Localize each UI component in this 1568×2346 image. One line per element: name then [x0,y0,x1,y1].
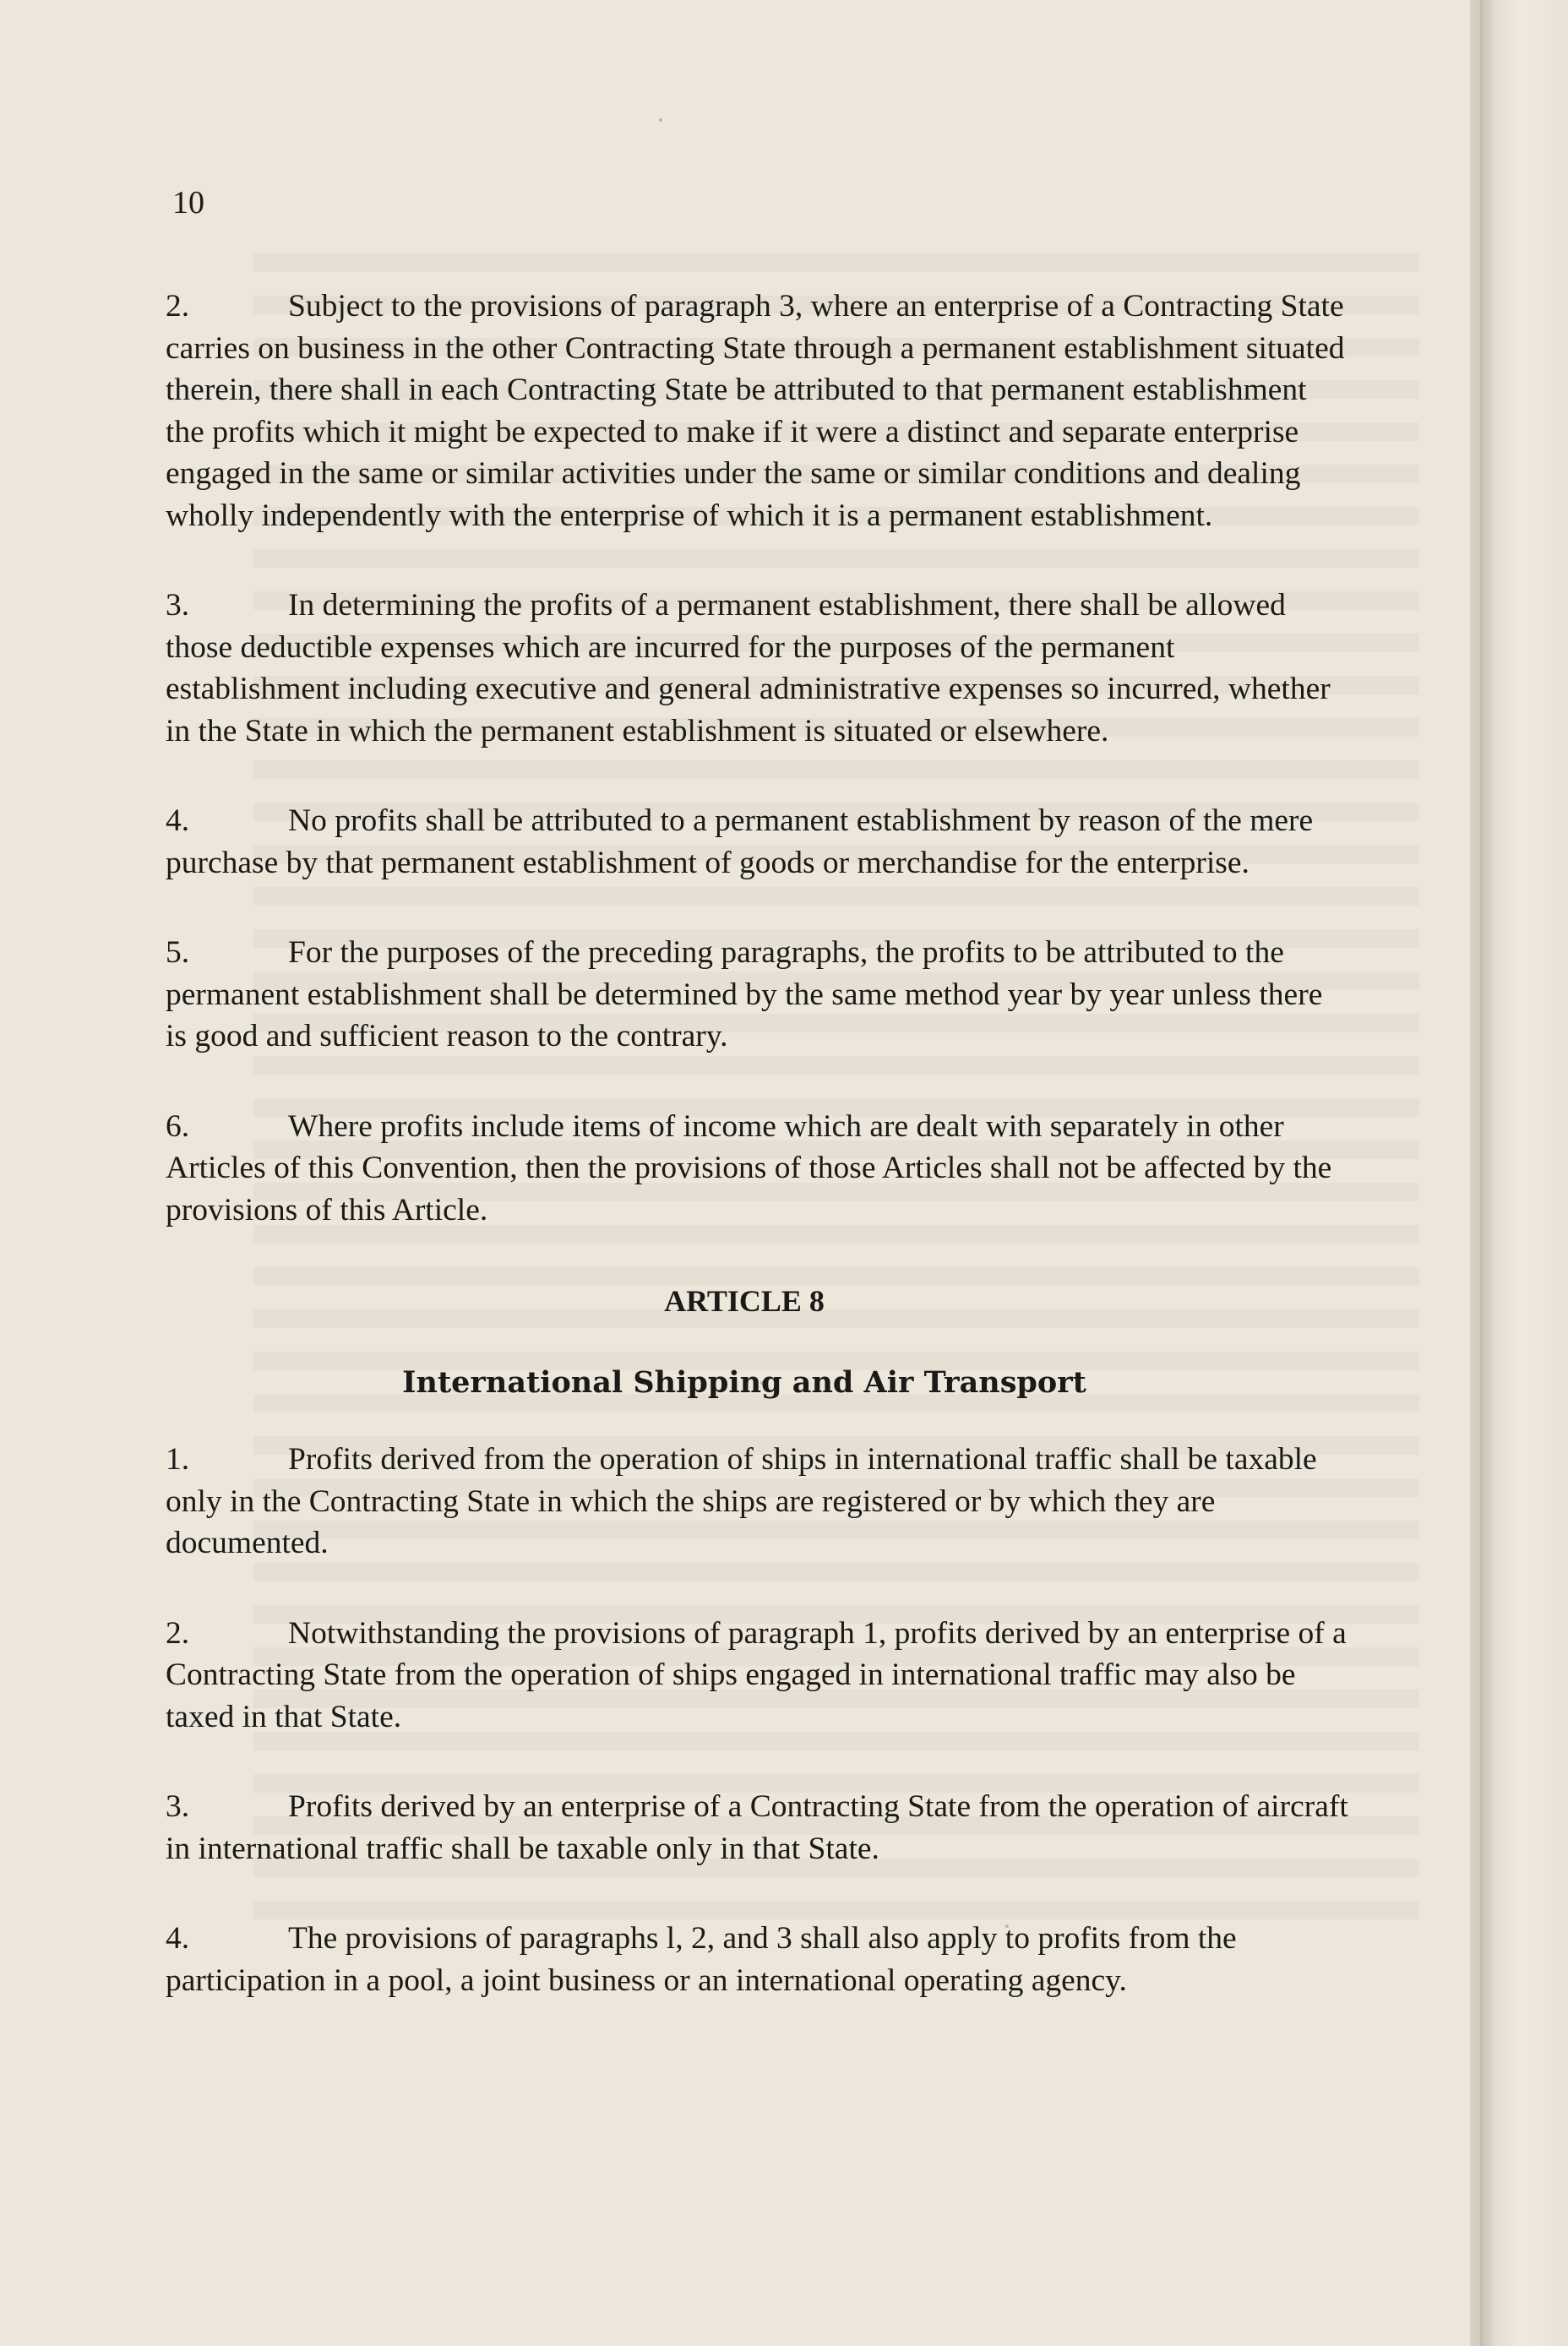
paragraph-text: Profits derived by an enterprise of a Contracting State from the operation of aircraft in international traffic shall be taxable only in that State. [166,1789,1348,1866]
paragraph-number: 5. [166,935,190,970]
paragraph-8-4 [166,1918,1348,2001]
paragraph-7-4 [166,800,1348,884]
paragraph-text: Profits derived from the operation of ships in international traffic shall be taxable only in the Contracting State in which the ships are registered or by which they are documented. [166,1442,1317,1560]
paragraph-number: 2. [166,1615,190,1651]
paragraph-number: 3. [166,588,190,623]
paragraph-number: 1. [166,1442,190,1477]
paragraph-text: In determining the profits of a permanent establishment, there shall be allowed those deductible expenses which are incurred for the purposes of the permanent establishment including executive and general administrative expenses so incurred, whether in the State in which the permanent establishment is situated or elsewhere. [166,588,1331,748]
paragraph-number: 4. [166,1921,190,1956]
article-heading: ARTICLE 8 [664,1284,825,1318]
paragraph-8-1 [166,1439,1348,1565]
paragraph-7-5 [166,932,1348,1058]
paragraph-number: 4. [166,803,190,838]
paragraph-text: The provisions of paragraphs l, 2, and 3 shall also apply to profits from the participation in a pool, a joint business or an international operating agency. [166,1921,1237,1998]
paragraph-number: 2. [166,289,190,324]
paragraph-number: 6. [166,1108,190,1144]
page-edge-shadow [1470,0,1568,2346]
paragraph-8-2 [166,1613,1348,1739]
paper-speck [659,118,662,122]
paragraph-number: 3. [166,1789,190,1824]
page-body [166,286,1348,2049]
paragraph-text: For the purposes of the preceding paragraphs, the profits to be attributed to the permanent establishment shall be determined by the same method year by year unless there is good and sufficient reason to the contrary. [166,935,1323,1053]
paragraph-7-2 [166,286,1348,536]
paragraph-7-6 [166,1106,1348,1232]
paragraph-text: Where profits include items of income which are dealt with separately in other Articles of this Convention, then the provisions of those Articles shall not be affected by the provisions of this Article. [166,1108,1332,1227]
paragraph-text: Subject to the provisions of paragraph 3, where an enterprise of a Contracting State carries on business in the other Contracting State through a permanent establishment situated therein, there shall in each Contracting State be attributed to that permanent establishment the profits which it might be expected to make if it were a distinct and separate enterprise engaged in the same or similar activities under the same or similar conditions and dealing wholly independently with the enterprise of which it is a permanent establishment. [166,289,1345,533]
paragraph-text: Notwithstanding the provisions of paragraph 1, profits derived by an enterprise of a Contracting State from the operation of ships engaged in international traffic may also be taxed in that State. [166,1615,1347,1734]
page-number: 10 [172,185,204,220]
paragraph-7-3 [166,585,1348,752]
paragraph-8-3 [166,1786,1348,1870]
paragraph-text: No profits shall be attributed to a permanent establishment by reason of the mere purchase by that permanent establishment of goods or merchandise for the enterprise. [166,803,1314,880]
binding-fold [1480,0,1483,2346]
article-title: International Shipping and Air Transport [402,1365,1086,1400]
